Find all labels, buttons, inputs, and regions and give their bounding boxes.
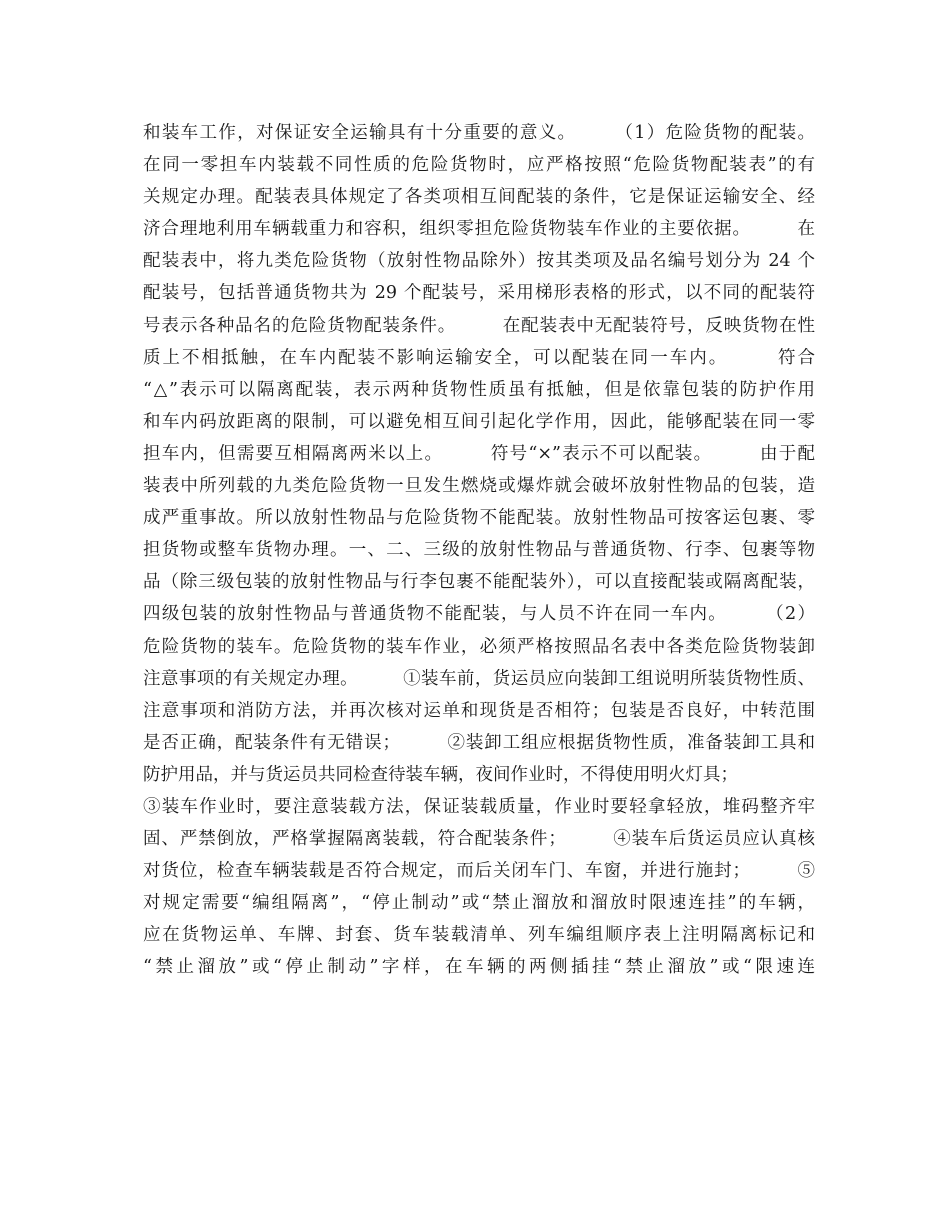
text-line: 注意事项和消防方法，并再次核对运单和现货是否相符；包装是否良好，中转范围	[143, 700, 815, 721]
body-text	[143, 117, 815, 984]
text-line: 关规定办理。配装表具体规定了各类项相互间配装的条件，它是保证运输安全、经	[143, 187, 815, 208]
text-line: 对规定需要“编组隔离”，“停止制动”或“禁止溜放和溜放时限速连挂”的车辆，	[143, 893, 815, 914]
text-line: 是否正确，配装条件有无错误； ②装卸工组应根据货物性质，准备装卸工具和	[143, 732, 815, 753]
text-line: 配装表中，将九类危险货物（放射性物品除外）按其类项及品名编号划分为 24 个	[143, 251, 815, 272]
text-line: 危险货物的装车。危险货物的装车作业，必须严格按照品名表中各类危险货物装卸	[143, 636, 815, 657]
text-line: “△”表示可以隔离配装，表示两种货物性质虽有抵触，但是依靠包装的防护作用	[143, 379, 815, 400]
text-line: 注意事项的有关规定办理。 ①装车前，货运员应向装卸工组说明所装货物性质、	[143, 668, 815, 689]
text-line: 担货物或整车货物办理。一、二、三级的放射性物品与普通货物、行李、包裹等物	[143, 540, 815, 561]
text-line: 济合理地利用车辆载重力和容积，组织零担危险货物装车作业的主要依据。 在	[143, 219, 815, 240]
text-line: 担车内，但需要互相隔离两米以上。 符号“×”表示不可以配装。 由于配	[143, 443, 815, 464]
text-line: 对货位，检查车辆装载是否符合规定，而后关闭车门、车窗，并进行施封； ⑤	[143, 861, 815, 882]
text-line: ③装车作业时，要注意装载方法，保证装载质量，作业时要轻拿轻放，堆码整齐牢	[143, 796, 815, 817]
text-line: 配装号，包括普通货物共为 29 个配装号，采用梯形表格的形式，以不同的配装符	[143, 283, 815, 304]
text-line: 品（除三级包装的放射性物品与行李包裹不能配装外），可以直接配装或隔离配装，	[143, 572, 815, 593]
text-line: 装表中所列载的九类危险货物一旦发生燃烧或爆炸就会破坏放射性物品的包装，造	[143, 476, 815, 497]
text-line: 号表示各种品名的危险货物配装条件。 在配装表中无配装符号，反映货物在性	[143, 315, 815, 336]
text-line: 和装车工作，对保证安全运输具有十分重要的意义。 （1）危险货物的配装。	[143, 123, 815, 143]
text-line: 在同一零担车内装载不同性质的危险货物时，应严格按照“危险货物配装表”的有	[143, 155, 815, 176]
text-line: 和车内码放距离的限制，可以避免相互间引起化学作用，因此，能够配装在同一零	[143, 411, 815, 432]
text-line: 防护用品，并与货运员共同检查待装车辆，夜间作业时，不得使用明火灯具；	[143, 764, 738, 785]
text-line: 四级包装的放射性物品与普通货物不能配装，与人员不许在同一车内。 （2）	[143, 604, 815, 625]
text-line: “禁止溜放”或“停止制动”字样，在车辆的两侧插挂“禁止溜放”或“限速连	[143, 957, 815, 978]
text-line: 固、严禁倒放，严格掌握隔离装载，符合配装条件； ④装车后货运员应认真核	[143, 829, 815, 850]
text-line: 质上不相抵触，在车内配装不影响运输安全，可以配装在同一车内。 符合	[143, 347, 815, 368]
text-line: 成严重事故。所以放射性物品与危险货物不能配装。放射性物品可按客运包裹、零	[143, 508, 815, 529]
text-line: 应在货物运单、车牌、封套、货车装载清单、列车编组顺序表上注明隔离标记和	[143, 925, 815, 946]
